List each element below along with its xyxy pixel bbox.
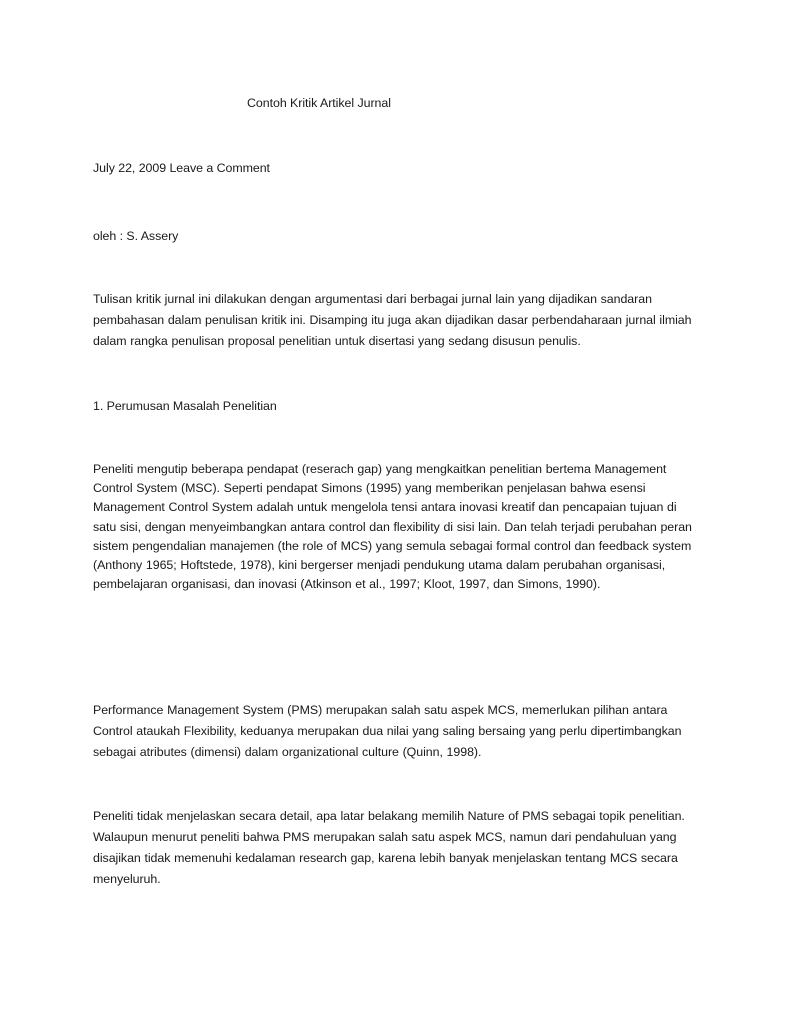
document-title: Contoh Kritik Artikel Jurnal: [247, 96, 391, 110]
section-heading: 1. Perumusan Masalah Penelitian: [93, 399, 277, 413]
intro-paragraph: Tulisan kritik jurnal ini dilakukan dengan argumentasi dari berbagai jurnal lain yang dijadikan sandaran pembahasan dalam penulisan kritik ini. Disamping itu juga akan dijadikan dasar perbendaharaan jurnal ilmiah dalam rangka penulisan proposal penelitian untuk disertasi yang sedang disusun penulis.: [93, 292, 692, 348]
body-paragraph-3: Peneliti tidak menjelaskan secara detail, apa latar belakang memilih Nature of PMS sebagai topik penelitian. Walaupun menurut peneliti bahwa PMS merupakan salah satu aspek MCS, namun dari pendahuluan yang disajikan tidak memenuhi kedalaman research gap, karena lebih banyak menjelaskan tentang MCS secara menyeluruh.: [93, 809, 685, 886]
body-paragraph-2: Performance Management System (PMS) merupakan salah satu aspek MCS, memerlukan pilihan antara Control ataukah Flexibility, keduanya merupakan dua nilai yang saling bersaing yang perlu dipertimbangkan sebagai atributes (dimensi) dalam organizational culture (Quinn, 1998).: [93, 703, 682, 759]
author-line: oleh : S. Assery: [93, 229, 179, 243]
body-paragraph-1: Peneliti mengutip beberapa pendapat (reserach gap) yang mengkaitkan penelitian bertema Management Control System (MSC). Seperti pendapat Simons (1995) yang memberikan penjelasan bahwa esensi Management Control System adalah untuk mengelola tensi antara inovasi kreatif dan pencapaian tujuan di satu sisi, dengan menyeimbangkan antara control dan flexibility di sisi lain. Dan telah terjadi perubahan peran sistem pengendalian manajemen (the role of MCS) yang semula sebagai formal control dan feedback system (Anthony 1965; Hoftstede, 1978), kini bergerser menjadi pendukung utama dalam perubahan organisasi, pembelajaran organisasi, dan inovasi (Atkinson et al., 1997; Kloot, 1997, dan Simons, 1990).: [93, 462, 692, 592]
post-meta: July 22, 2009 Leave a Comment: [93, 161, 270, 175]
